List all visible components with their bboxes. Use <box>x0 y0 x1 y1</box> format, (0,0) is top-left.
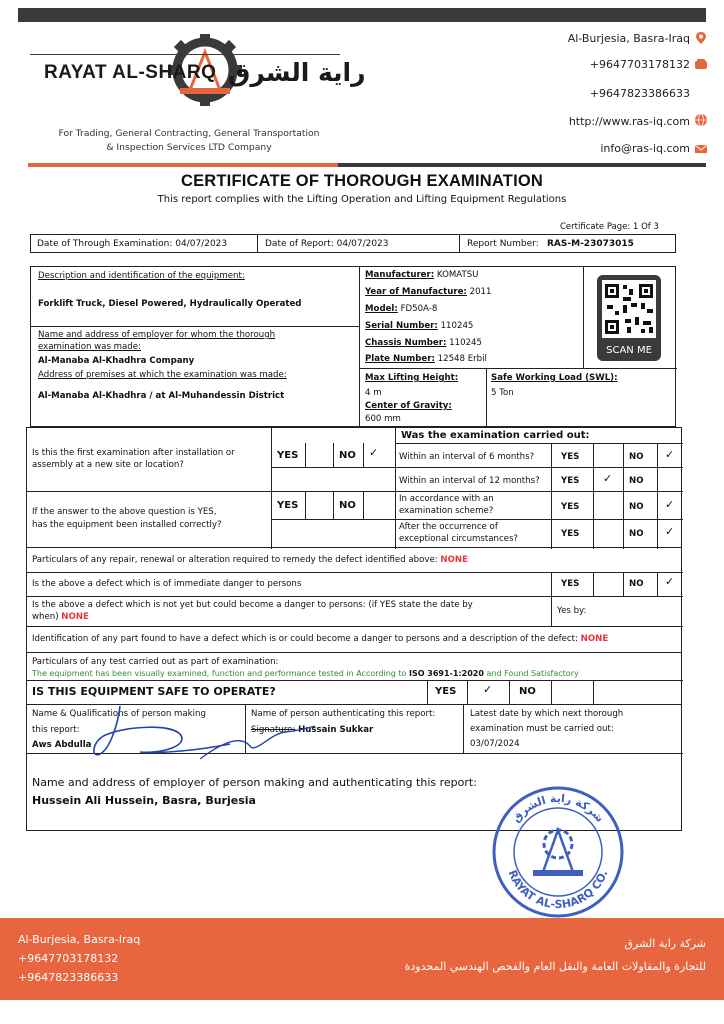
interval-6-no: NO <box>629 452 644 462</box>
location-pin-icon <box>694 31 708 45</box>
max-height-value: 4 m <box>365 388 382 398</box>
footer-arabic-line-2: للتجارة والمقاولات العامة والنقل العام والفحص الهندسي المحدودة <box>404 960 706 973</box>
interval-12-label: Within an interval of 12 months? <box>399 476 540 486</box>
safe-question: IS THIS EQUIPMENT SAFE TO OPERATE? <box>32 685 276 698</box>
scheme-yes: YES <box>561 502 580 512</box>
model-value: FD50A-8 <box>400 304 438 314</box>
chassis-label: Chassis Number: <box>365 338 447 348</box>
next-exam-date: 03/07/2024 <box>470 739 520 749</box>
maker-name: Aws Abdulla <box>32 740 92 750</box>
exceptional-label-1: After the occurrence of <box>399 522 498 532</box>
first-exam-no-check: ✓ <box>369 446 379 459</box>
employer-of-person-label: Name and address of employer of person making and authenticating this report: <box>32 776 477 789</box>
header-website[interactable]: http://www.ras-iq.com <box>568 115 690 128</box>
maker-label-1: Name & Qualifications of person making <box>32 709 206 719</box>
future-danger-label-1: Is the above a defect which is not yet but could become a danger to persons: (if YES state the date by <box>32 600 473 610</box>
auth-label: Name of person authenticating this report: <box>251 709 436 719</box>
brand-name-en: RAYAT AL-SHARQ <box>44 62 217 83</box>
top-bar <box>18 8 706 22</box>
footer-phone-1: +9647703178132 <box>18 952 119 965</box>
manufacturer-value: KOMATSU <box>436 270 479 280</box>
signature-drawing <box>80 704 320 764</box>
scheme-label-2: examination scheme? <box>399 506 494 516</box>
exam-date: Date of Through Examination: 04/07/2023 <box>37 239 228 249</box>
stamp-arabic: شركة راية الشرق <box>509 791 607 825</box>
immediate-danger-label: Is the above a defect which is of immediate danger to persons <box>32 579 302 589</box>
chassis-value: 110245 <box>449 338 482 348</box>
first-exam-q-line-1: Is this the first examination after installation or <box>32 448 235 458</box>
exceptional-label-2: exceptional circumstances? <box>399 534 518 544</box>
repair-value: NONE <box>440 555 468 565</box>
swl-label: Safe Working Load (SWL): <box>491 373 618 383</box>
part-defect-value: NONE <box>580 634 609 644</box>
header-address: Al-Burjesia, Basra-Iraq <box>567 32 690 45</box>
company-tagline <box>30 127 348 155</box>
tests-iso: ISO 3691-1:2020 <box>408 669 484 678</box>
auth-sig-label: Signature: <box>251 725 296 735</box>
serial-label: Serial Number: <box>365 321 438 331</box>
dates-row <box>30 234 676 253</box>
scheme-no-check: ✓ <box>665 498 675 511</box>
telephone-icon <box>694 57 708 71</box>
defects-section <box>26 548 682 653</box>
header-phone-1: +9647703178132 <box>589 58 690 71</box>
divider-dark <box>338 163 706 167</box>
manufacturer-label: Manufacturer: <box>365 270 435 280</box>
installed-no: NO <box>339 500 356 511</box>
header-phone-2: +9647823386633 <box>589 87 690 100</box>
logo-rule <box>30 54 340 55</box>
immediate-danger-no-check: ✓ <box>665 575 675 588</box>
first-exam-yes: YES <box>277 450 299 461</box>
interval-6-label: Within an interval of 6 months? <box>399 452 535 462</box>
premises-label: Address of premises at which the examination was made: <box>38 370 287 380</box>
next-exam-label-1: Latest date by which next thorough <box>470 709 624 719</box>
exceptional-yes: YES <box>561 529 580 539</box>
report-date: Date of Report: 04/07/2023 <box>265 239 389 249</box>
certificate-page: Certificate Page: 1 Of 3 <box>560 222 659 232</box>
scan-me-label: SCAN ME <box>606 345 652 356</box>
plate-label: Plate Number: <box>365 354 435 364</box>
year-label: Year of Manufacture: <box>365 287 467 297</box>
interval-6-yes: YES <box>561 452 580 462</box>
first-exam-no: NO <box>339 450 356 461</box>
tests-label: Particulars of any test carried out as part of examination: <box>32 657 279 667</box>
tagline-line-1: For Trading, General Contracting, General Transportation <box>58 128 320 139</box>
future-danger-value: NONE <box>61 612 89 622</box>
footer-arabic-line-1: شركة راية الشرق <box>624 937 706 950</box>
first-exam-q-line-2: assembly at a new site or location? <box>32 460 184 470</box>
globe-icon <box>694 113 708 127</box>
certificate-title: CERTIFICATE OF THOROUGH EXAMINATION <box>180 172 544 190</box>
certificate-subtitle: This report complies with the Lifting Operation and Lifting Equipment Regulations <box>157 194 567 205</box>
interval-12-yes: YES <box>561 476 580 486</box>
header-email[interactable]: info@ras-iq.com <box>600 142 690 155</box>
swl-value: 5 Ton <box>491 388 514 398</box>
equipment-desc-value: Forklift Truck, Diesel Powered, Hydraulically Operated <box>38 299 302 309</box>
brand-name-ar: راية الشرق <box>228 58 366 87</box>
qr-code-icon[interactable] <box>597 275 661 361</box>
installed-q-line-2: has the equipment been installed correctly? <box>32 520 222 530</box>
auth-name: Hussain Sukkar <box>298 725 374 735</box>
questions-table <box>26 427 682 548</box>
maker-label-2: this report: <box>32 725 80 735</box>
year-value: 2011 <box>469 287 492 297</box>
tagline-line-2: & Inspection Services LTD Company <box>106 142 272 153</box>
footer-address: Al-Burjesia, Basra-Iraq <box>18 933 141 946</box>
scheme-no: NO <box>629 502 644 512</box>
premises-value: Al-Manaba Al-Khadhra / at Al-Muhandessin District <box>38 391 285 401</box>
future-danger-label-2: when) <box>32 612 59 622</box>
cog-value: 600 mm <box>365 414 401 424</box>
employer-label-1: Name and address of employer for whom the thorough <box>38 330 276 340</box>
next-exam-label-2: examination must be carried out: <box>470 724 614 734</box>
report-number: RAS-M-23073015 <box>547 239 634 249</box>
scheme-label-1: In accordance with an <box>399 494 494 504</box>
employer-of-person-value: Hussein Ali Hussein, Basra, Burjesia <box>32 794 256 807</box>
envelope-icon <box>694 142 708 156</box>
safe-yes: YES <box>435 686 457 697</box>
model-label: Model: <box>365 304 398 314</box>
safe-yes-check: ✓ <box>483 683 493 696</box>
cog-label: Center of Gravity: <box>365 401 452 411</box>
max-height-label: Max Lifting Height: <box>365 373 459 383</box>
tests-section <box>26 653 682 705</box>
tests-value-1: The equipment has been visually examined, function and performance tested in According to <box>32 669 407 678</box>
equipment-desc-label: Description and identification of the equipment: <box>38 271 245 281</box>
divider-orange <box>28 163 338 167</box>
employer-label-2: examination was made: <box>38 342 141 352</box>
stamp-english: RAYAT AL-SHARQ CO. <box>505 868 611 912</box>
exceptional-no: NO <box>629 529 644 539</box>
tests-value-2: and Found Satisfactory <box>486 669 579 678</box>
plate-value: 12548 Erbil <box>437 354 487 364</box>
carried-out-heading: Was the examination carried out: <box>401 430 590 441</box>
installed-q-line-1: If the answer to the above question is YES, <box>32 507 217 517</box>
repair-label: Particulars of any repair, renewal or alteration required to remedy the defect identified above: <box>32 555 438 565</box>
company-stamp <box>488 782 628 922</box>
interval-12-no: NO <box>629 476 644 486</box>
equipment-section <box>30 266 676 427</box>
serial-value: 110245 <box>440 321 474 331</box>
immediate-danger-yes: YES <box>561 579 580 589</box>
immediate-danger-no: NO <box>629 579 644 589</box>
interval-6-no-check: ✓ <box>665 448 675 461</box>
installed-yes: YES <box>277 500 299 511</box>
yes-by-label: Yes by: <box>557 606 587 616</box>
report-number-label: Report Number: <box>467 239 539 249</box>
employer-value: Al-Manaba Al-Khadhra Company <box>38 356 195 366</box>
safe-no: NO <box>519 686 536 697</box>
interval-12-yes-check: ✓ <box>603 472 613 485</box>
footer-phone-2: +9647823386633 <box>18 971 119 984</box>
part-defect-label: Identification of any part found to have a defect which is or could become a danger to persons and a description of the defect: <box>32 634 578 644</box>
exceptional-no-check: ✓ <box>665 525 675 538</box>
